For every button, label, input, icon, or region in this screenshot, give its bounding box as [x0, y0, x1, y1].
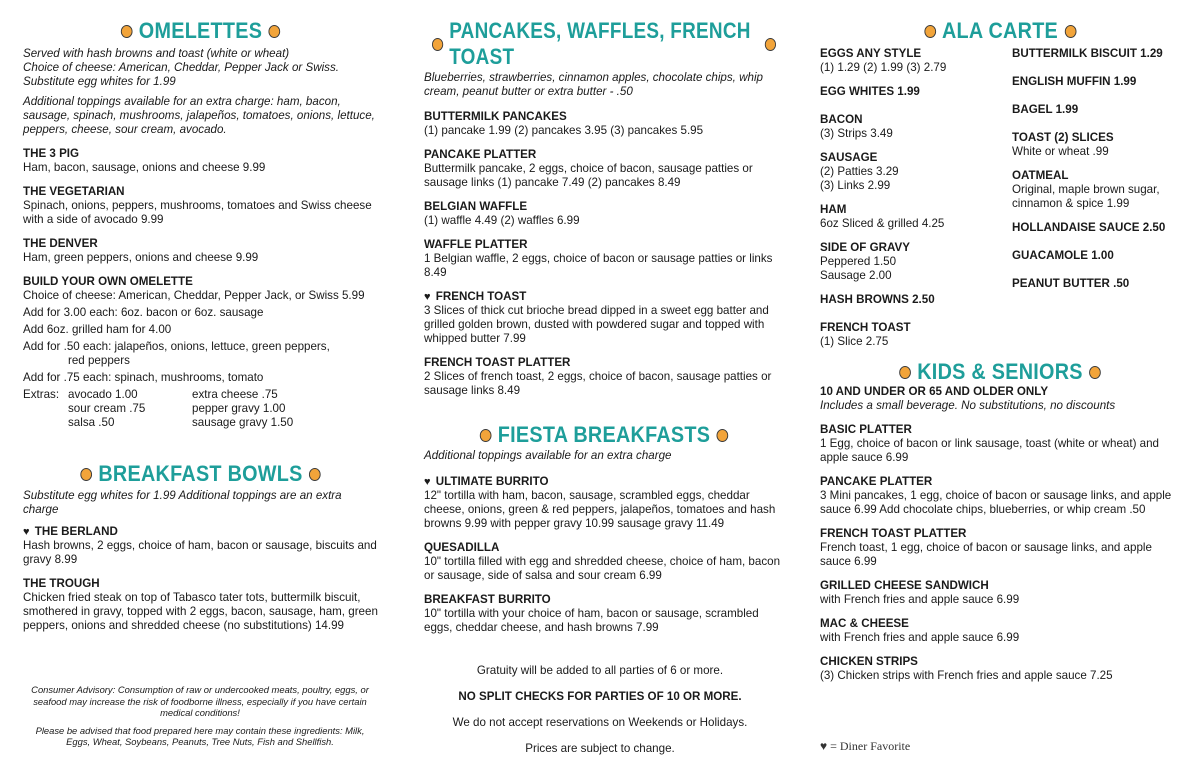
orange-dot-icon: [480, 429, 492, 442]
prices-note: Prices are subject to change.: [525, 742, 675, 755]
kids-eligibility: 10 AND UNDER OR 65 AND OLDER ONLY: [820, 385, 1049, 398]
menu-item: BELGIAN WAFFLE (1) waffle 4.49 (2) waffles 6.99: [424, 200, 580, 227]
build-your-own-omelette: BUILD YOUR OWN OMELETTE Choice of cheese: American, Cheddar, Pepper Jack, or Swiss 5.99 Add for 3.00 each: 6oz. bacon or 6oz. sausage Add 6oz. grilled ham for 4.00 Add for .50 each: jalapeños, onions, lettuce, green peppers, red peppers Add for .75 each: spinach, mushrooms, tomato Extras: avocado 1.00 extra cheese .75 sour cream .75 pepper gravy 1.00 salsa .50 sausage gravy 1.50: [23, 275, 378, 430]
menu-item: BUTTERMILK PANCAKES (1) pancake 1.99 (2) pancakes 3.95 (3) pancakes 5.95: [424, 110, 704, 137]
extras-list: Extras: avocado 1.00 extra cheese .75 sour cream .75 pepper gravy 1.00 salsa .50 sausage gravy 1.50: [23, 388, 294, 429]
orange-dot-icon: [924, 25, 936, 38]
section-title-omelettes: OMELETTES: [41, 18, 361, 44]
kids-intro: Includes a small beverage. No substitutions, no discounts: [820, 399, 1116, 412]
orange-dot-icon: [1089, 366, 1101, 379]
ala-carte-item: HASH BROWNS 2.50: [820, 293, 935, 306]
ala-carte-item: OATMEAL Original, maple brown sugar, cinnamon & spice 1.99: [1012, 169, 1160, 210]
menu-item: THE TROUGH Chicken fried steak on top of Tabasco tater tots, buttermilk biscuit, smothered in gravy, topped with 2 eggs, bacon, sausage, ham, green peppers, onions and shredded cheese (no substitutions) 14.99: [23, 577, 378, 632]
orange-dot-icon: [121, 25, 133, 38]
menu-item: BREAKFAST BURRITO 10" tortilla with your choice of ham, bacon or sausage, scrambled eggs, cheddar cheese, and hash browns 7.99: [424, 593, 759, 634]
menu-item: FRENCH TOAST PLATTER French toast, 1 egg, choice of bacon or sausage links, and apple sauce 6.99: [820, 527, 1152, 568]
orange-dot-icon: [1064, 25, 1076, 38]
ala-carte-item: BAGEL 1.99: [1012, 103, 1079, 116]
ala-carte-item: EGG WHITES 1.99: [820, 85, 920, 98]
menu-item: THE DENVER Ham, green peppers, onions and cheese 9.99: [23, 237, 259, 264]
menu-item: ♥ FRENCH TOAST 3 Slices of thick cut brioche bread dipped in a sweet egg batter and grilled golden brown, dusted with powdered sugar and topped with whipped butter 7.99: [424, 290, 769, 345]
orange-dot-icon: [717, 429, 729, 442]
heart-icon: ♥: [23, 526, 30, 538]
ala-carte-item: BUTTERMILK BISCUIT 1.29: [1012, 47, 1163, 60]
omelettes-intro: Served with hash browns and toast (white or wheat) Choice of cheese: American, Cheddar, Pepper Jack or Swiss. Substitute egg whites for 1.99: [23, 47, 339, 88]
split-checks-note: NO SPLIT CHECKS FOR PARTIES OF 10 OR MORE.: [458, 690, 742, 703]
ala-carte-item: ENGLISH MUFFIN 1.99: [1012, 75, 1137, 88]
ala-carte-item: FRENCH TOAST (1) Slice 2.75: [820, 321, 911, 348]
orange-dot-icon: [269, 25, 281, 38]
menu-item: MAC & CHEESE with French fries and apple sauce 6.99: [820, 617, 1020, 644]
column-ala-carte-kids: [820, 18, 1180, 683]
reservations-note: We do not accept reservations on Weekends or Holidays.: [452, 716, 748, 729]
menu-item: BASIC PLATTER 1 Egg, choice of bacon or link sausage, toast (white or wheat) and apple sauce 6.99: [820, 423, 1159, 464]
menu-item: PANCAKE PLATTER Buttermilk pancake, 2 eggs, choice of bacon, sausage patties or sausage links (1) pancake 7.49 (2) pancakes 8.49: [424, 148, 753, 189]
menu-item: FRENCH TOAST PLATTER 2 Slices of french toast, 2 eggs, choice of bacon, sausage patties or sausage links 8.49: [424, 356, 772, 397]
orange-dot-icon: [899, 366, 911, 379]
section-title-ala-carte: ALA CARTE: [838, 18, 1162, 44]
menu-item: THE 3 PIG Ham, bacon, sausage, onions and cheese 9.99: [23, 147, 266, 174]
menu-item: GRILLED CHEESE SANDWICH with French fries and apple sauce 6.99: [820, 579, 1020, 606]
menu-item: QUESADILLA 10" tortilla filled with egg and shredded cheese, choice of ham, bacon or sausage, side of salsa and sour cream 6.99: [424, 541, 781, 582]
ala-carte-item: HAM 6oz Sliced & grilled 4.25: [820, 203, 945, 230]
menu-item: WAFFLE PLATTER 1 Belgian waffle, 2 eggs, choice of bacon or sausage patties or links 8.49: [424, 238, 773, 279]
menu-item: ♥ ULTIMATE BURRITO 12" tortilla with ham, bacon, sausage, scrambled eggs, cheddar cheese, onions, green & red peppers, jalapeños, tomatoes and hash browns 9.99 with pepper gravy 10.99 sausage gravy 11.49: [424, 475, 776, 530]
ala-carte-grid: [820, 47, 1180, 359]
orange-dot-icon: [765, 38, 776, 51]
heart-icon: ♥: [424, 291, 431, 303]
ala-carte-item: HOLLANDAISE SAUCE 2.50: [1012, 221, 1166, 234]
fiesta-intro: Additional toppings available for an extra charge: [424, 449, 672, 462]
ala-carte-item: SIDE OF GRAVY Peppered 1.50 Sausage 2.00: [820, 241, 910, 282]
orange-dot-icon: [80, 468, 92, 481]
ala-carte-item: TOAST (2) SLICES White or wheat .99: [1012, 131, 1114, 158]
menu-item: CHICKEN STRIPS (3) Chicken strips with French fries and apple sauce 7.25: [820, 655, 1113, 682]
section-title-fiesta: FIESTA BREAKFASTS: [442, 422, 766, 448]
menu-item: PANCAKE PLATTER 3 Mini pancakes, 1 egg, choice of bacon or sausage links, and apple sauce 6.99 Add chocolate chips, blueberries, or whip cream .50: [820, 475, 1172, 516]
heart-icon: ♥: [424, 476, 431, 488]
gratuity-note: Gratuity will be added to all parties of 6 or more.: [476, 664, 724, 677]
policy-notes: [424, 664, 776, 768]
ala-carte-item: SAUSAGE (2) Patties 3.29 (3) Links 2.99: [820, 151, 899, 192]
ala-carte-item: EGGS ANY STYLE (1) 1.29 (2) 1.99 (3) 2.79: [820, 47, 947, 74]
menu-item: ♥ THE BERLAND Hash browns, 2 eggs, choice of ham, bacon or sausage, biscuits and gravy 8.99: [23, 525, 377, 566]
section-title-kids-seniors: KIDS & SENIORS: [838, 359, 1162, 385]
orange-dot-icon: [309, 468, 321, 481]
omelettes-toppings: Additional toppings available for an extra charge: ham, bacon, sausage, spinach, mushrooms, jalapeños, tomatoes, onions, lettuce, peppers, cheese, sour cream, avocado.: [23, 95, 375, 136]
column-pancakes-fiesta: [424, 18, 784, 635]
bowls-intro: Substitute egg whites for 1.99 Additional toppings are an extra charge: [23, 489, 342, 516]
ala-carte-item: PEANUT BUTTER .50: [1012, 277, 1130, 290]
section-title-pancakes: PANCAKES, WAFFLES, FRENCH TOAST: [432, 18, 776, 70]
section-title-breakfast-bowls: BREAKFAST BOWLS: [41, 461, 361, 487]
consumer-advisory: Consumer Advisory: Consumption of raw or undercooked meats, poultry, eggs, or seafood may increase the risk of foodborne illness, especially if you have certain medical conditions! Please be advised that food prepared here may contain these ingredients: Milk, Eggs, Wheat, Soybeans, Peanuts, Tree Nuts, Fish and Shellfish.: [31, 684, 369, 747]
pancakes-intro: Blueberries, strawberries, cinnamon apples, chocolate chips, whip cream, peanut butter or extra butter - .50: [424, 71, 763, 98]
column-omelettes-bowls: [23, 18, 378, 633]
ala-carte-right: [1012, 47, 1180, 359]
orange-dot-icon: [432, 38, 443, 51]
menu-item: THE VEGETARIAN Spinach, onions, peppers, mushrooms, tomatoes and Swiss cheese with a side of avocado 9.99: [23, 185, 372, 226]
heart-icon: ♥: [820, 739, 828, 753]
ala-carte-left: [820, 47, 1012, 359]
diner-favorite-legend: ♥ = Diner Favorite: [820, 739, 911, 753]
ala-carte-item: GUACAMOLE 1.00: [1012, 249, 1114, 262]
ala-carte-item: BACON (3) Strips 3.49: [820, 113, 893, 140]
